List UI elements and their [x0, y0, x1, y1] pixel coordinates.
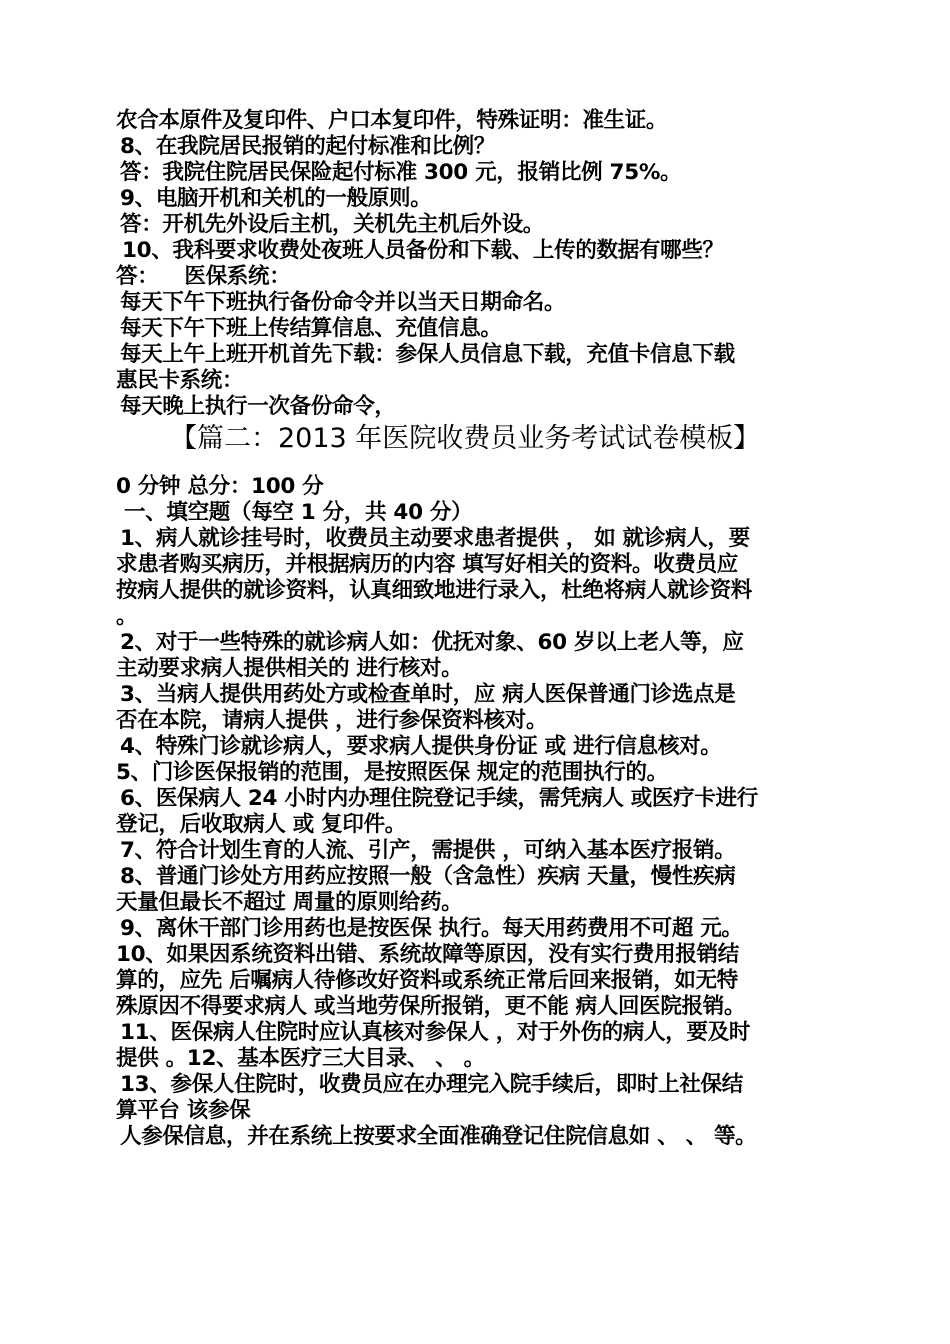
question-line: 5、门诊医保报销的范围，是按照医保 规定的范围执行的。: [116, 760, 668, 785]
question-line: 10、我科要求收费处夜班人员备份和下载、上传的数据有哪些？: [122, 238, 724, 263]
question-line: 算平台 该参保: [116, 1098, 251, 1123]
section-title: 一、填空题（每空 1 分，共 40 分）: [124, 500, 473, 525]
question-line: 天量但最长不超过 周量的原则给药。: [116, 890, 463, 915]
question-line: 2、对于一些特殊的就诊病人如：优抚对象、60 岁以上老人等，应: [120, 630, 744, 655]
document-body: [116, 108, 846, 1150]
text-line: 每天下午下班上传结算信息、充值信息。: [120, 316, 502, 341]
question-line: 人参保信息，并在系统上按要求全面准确登记住院信息如 、 、 等。: [120, 1124, 757, 1149]
answer-line: 答：开机先外设后主机，关机先主机后外设。: [120, 212, 545, 237]
answer-label: 答：: [116, 264, 159, 289]
question-line: 登记，后收取病人 或 复印件。: [116, 812, 406, 837]
question-line: 殊原因不得要求病人 或当地劳保所报销，更不能 病人回医院报销。: [116, 994, 746, 1019]
question-line: 4、特殊门诊就诊病人，要求病人提供身份证 或 进行信息核对。: [120, 734, 722, 759]
question-line: 主动要求病人提供相关的 进行核对。: [116, 656, 463, 681]
question-line: 7、符合计划生育的人流、引产，需提供 ，可纳入基本医疗报销。: [120, 838, 736, 863]
section-heading: 【篇二：2013 年医院收费员业务考试试卷模板】: [170, 423, 761, 454]
text-line: 每天下午下班执行备份命令并以当天日期命名。: [120, 290, 566, 315]
question-line: 8、在我院居民报销的起付标准和比例？: [120, 134, 496, 159]
question-line: 9、离休干部门诊用药也是按医保 执行。每天用药费用不可超 元。: [120, 916, 743, 941]
question-line: 按病人提供的就诊资料，认真细致地进行录入，杜绝将病人就诊资料: [116, 578, 753, 603]
question-line: 。: [116, 604, 138, 629]
question-line: 求患者购买病历，并根据病历的内容 填写好相关的资料。收费员应: [116, 552, 738, 577]
question-line: 13、参保人住院时，收费员应在办理完入院手续后，即时上社保结: [120, 1072, 743, 1097]
answer-line: 答：我院住院居民保险起付标准 300 元，报销比例 75%。: [120, 160, 682, 185]
question-line: 8、普通门诊处方用药应按照一般（含急性）疾病 天量，慢性疾病: [120, 864, 736, 889]
question-line: 10、如果因系统资料出错、系统故障等原因，没有实行费用报销结: [116, 942, 739, 967]
text-line: 农合本原件及复印件、户口本复印件，特殊证明：准生证。: [116, 108, 668, 133]
question-line: 6、医保病人 24 小时内办理住院登记手续，需凭病人 或医疗卡进行: [120, 786, 758, 811]
text-line: 惠民卡系统：: [116, 368, 244, 393]
question-line: 1、病人就诊挂号时，收费员主动要求患者提供 ， 如 就诊病人，要: [120, 526, 750, 551]
question-line: 算的，应先 后嘱病人待修改好资料或系统正常后回来报销，如无特: [116, 968, 738, 993]
question-line: 9、电脑开机和关机的一般原则。: [120, 186, 432, 211]
question-line: 11、医保病人住院时应认真核对参保人 ，对于外伤的病人，要及时: [120, 1020, 751, 1045]
text-line: 0 分钟 总分：100 分: [116, 474, 324, 499]
system-label: 医保系统：: [184, 264, 291, 289]
answer-line: [116, 264, 846, 290]
question-line: 否在本院，请病人提供 ，进行参保资料核对。: [116, 708, 548, 733]
question-line: 3、当病人提供用药处方或检查单时，应 病人医保普通门诊选点是: [120, 682, 736, 707]
text-line: 每天上午上班开机首先下载：参保人员信息下载，充值卡信息下载: [120, 342, 735, 367]
question-line: 提供 。12、基本医疗三大目录、 、 。: [116, 1046, 485, 1071]
text-line: 每天晚上执行一次备份命令，: [120, 394, 396, 419]
